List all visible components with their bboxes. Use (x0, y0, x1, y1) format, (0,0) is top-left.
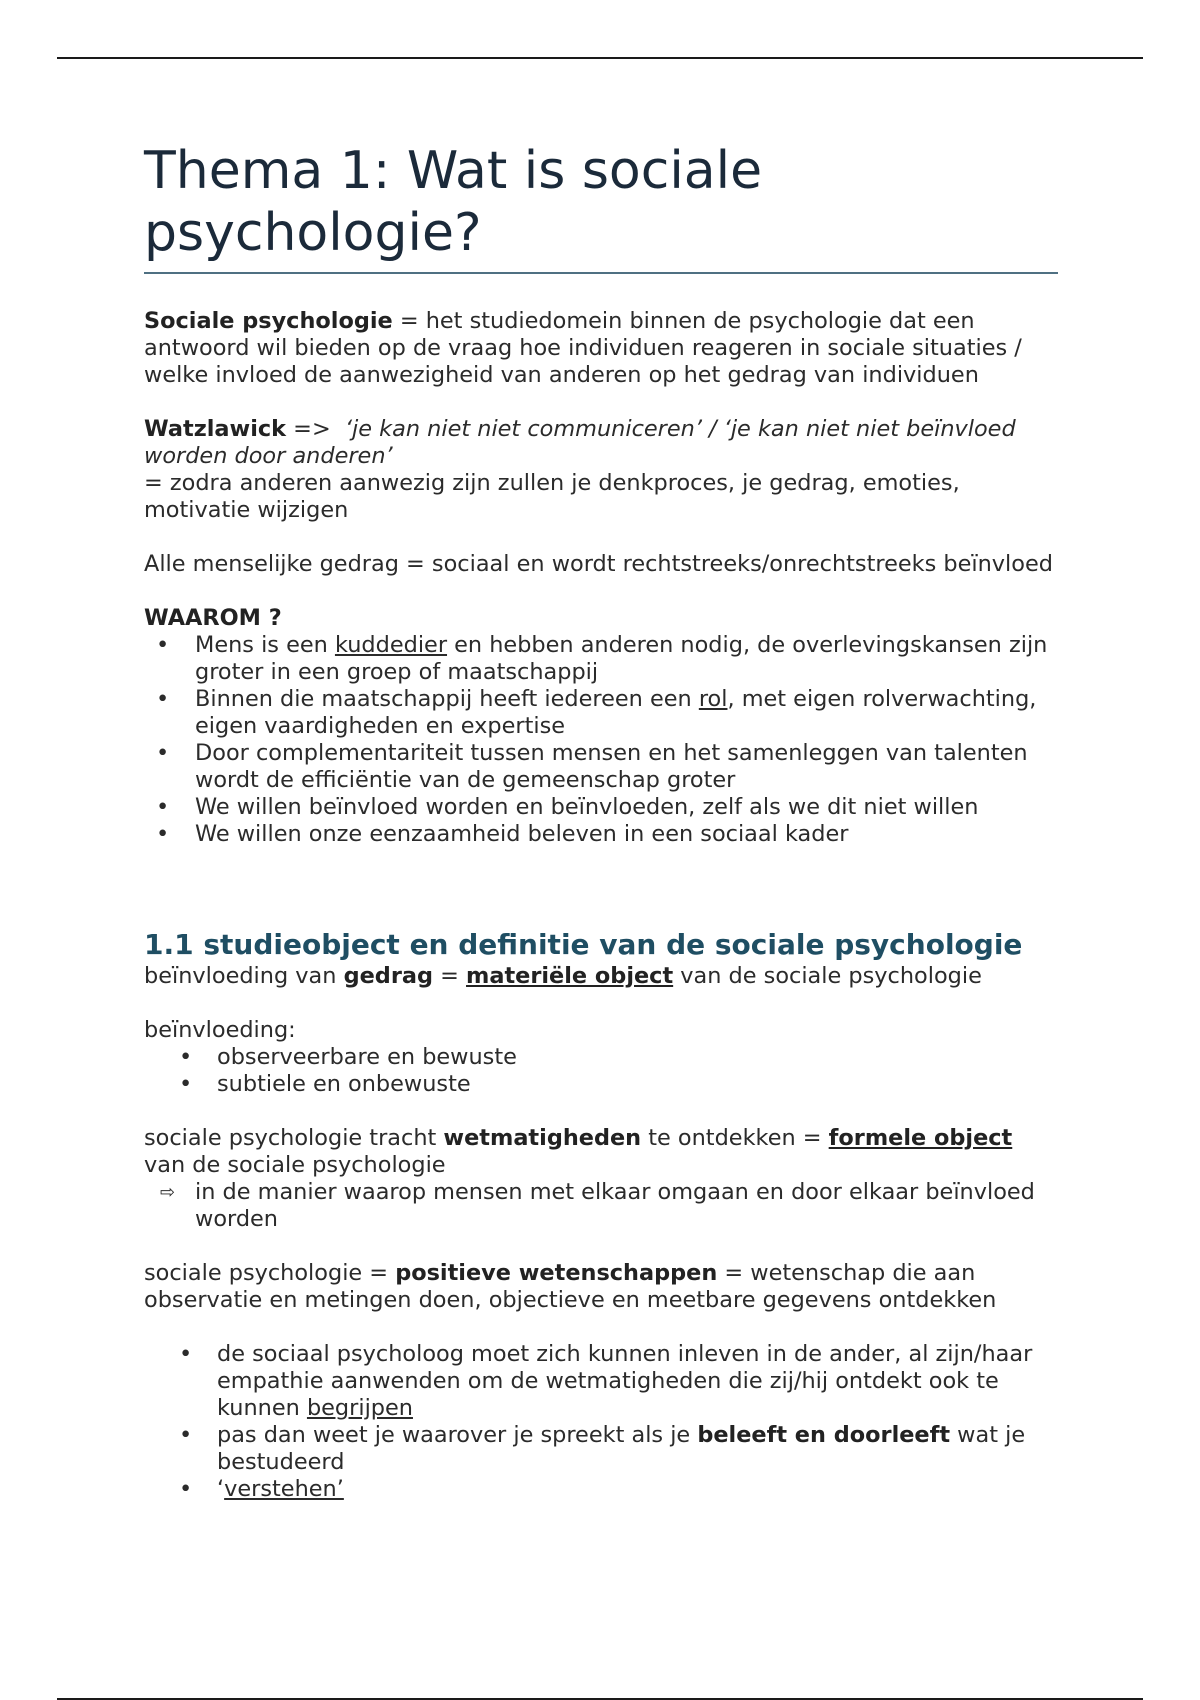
list-item-text: wat je bestudeerd (217, 1422, 1026, 1475)
bold-underline-text: formele object (828, 1125, 1013, 1151)
list-item: • subtiele en onbewuste (144, 1071, 1058, 1098)
list-item (144, 632, 1058, 686)
text: = (433, 963, 467, 989)
influence-list (144, 1044, 1058, 1098)
all-behavior-paragraph: Alle menselijke gedrag = sociaal en wordt rechtstreeks/onrechtstreeks beïnvloed (144, 551, 1053, 577)
list-item-underline: rol (698, 686, 728, 712)
list-item-text: ‘ (217, 1476, 225, 1502)
text: = wetenschap die aan observatie en metingen doen, objectieve en meetbare gegevens ontdekken (144, 1260, 997, 1313)
bold-text: wetmatigheden (443, 1125, 642, 1151)
list-item-underline: begrijpen (306, 1395, 413, 1421)
list-item: • We willen beïnvloed worden en beïnvloeden, zelf als we dit niet willen (144, 794, 1058, 821)
list-item (144, 686, 1058, 740)
section-heading: 1.1 studieobject en definitie van de sociale psychologie (144, 928, 1023, 961)
formal-object-paragraph (144, 1125, 1058, 1179)
list-item-underline: verstehen’ (224, 1476, 344, 1502)
text: beïnvloeding van (144, 963, 344, 989)
document-body (144, 140, 1058, 1503)
formal-arrow-list (144, 1179, 1058, 1233)
bold-text: positieve wetenschappen (395, 1260, 718, 1286)
list-item-text: in de manier waarop mensen met elkaar omgaan en door elkaar beïnvloed worden (195, 1179, 1035, 1232)
list-item-text: , met eigen rolverwachting, eigen vaardigheden en expertise (195, 686, 1037, 739)
positive-science-paragraph (144, 1260, 1058, 1314)
list-item: • observeerbare en bewuste (144, 1044, 1058, 1071)
list-item-text: de sociaal psycholoog moet zich kunnen inleven in de ander, al zijn/haar empathie aanwenden om de wetmatigheden die zij/hij ontdekt ook te kunnen (217, 1341, 1033, 1421)
text: sociale psychologie tracht (144, 1125, 444, 1151)
definition-text: = het studiedomein binnen de psychologie dat een antwoord wil bieden op de vraag hoe individuen reageren in sociale situaties / welke invloed de aanwezigheid van anderen op het gedrag van individuen (144, 308, 1022, 388)
watzlawick-quote: ‘je kan niet niet communiceren’ / ‘je kan niet niet beïnvloed worden door anderen’ (144, 416, 1016, 469)
why-heading (144, 605, 1058, 632)
text: van de sociale psychologie (673, 963, 982, 989)
text: te ontdekken = (641, 1125, 829, 1151)
arrow-right-outline-icon: ⇨ (160, 1182, 176, 1203)
psychologist-list (144, 1341, 1058, 1503)
page-title: Thema 1: Wat is sociale psychologie? (144, 140, 1058, 274)
text: sociale psychologie = (144, 1260, 396, 1286)
watzlawick-explanation: = zodra anderen aanwezig zijn zullen je denkproces, je gedrag, emoties, motivatie wijzigen (144, 470, 960, 523)
list-item-text: pas dan weet je waarover je spreekt als je (217, 1422, 698, 1448)
bold-text: beleeft en doorleeft (697, 1422, 951, 1448)
list-item (144, 1422, 1058, 1476)
top-rule (57, 57, 1143, 59)
list-item (144, 1179, 1058, 1233)
influence-label: beïnvloeding: (144, 1017, 296, 1043)
material-object-paragraph (144, 963, 1058, 990)
watzlawick-name: Watzlawick (144, 416, 287, 442)
why-heading-text: WAAROM ? (144, 605, 282, 631)
list-item: • Door complementariteit tussen mensen en het samenleggen van talenten wordt de efficiëntie van de gemeenschap groter (144, 740, 1058, 794)
why-list (144, 632, 1058, 848)
list-item: • We willen onze eenzaamheid beleven in een sociaal kader (144, 821, 1058, 848)
bold-text: gedrag (343, 963, 434, 989)
text: van de sociale psychologie (144, 1152, 446, 1178)
list-item-underline: kuddedier (334, 632, 448, 658)
watzlawick-paragraph (144, 416, 1058, 524)
list-item (144, 1476, 1058, 1503)
list-item-text: Binnen die maatschappij heeft iedereen een (195, 686, 699, 712)
list-item (144, 1341, 1058, 1422)
list-item-text: Mens is een (195, 632, 335, 658)
definition-term: Sociale psychologie (144, 308, 393, 334)
definition-paragraph (144, 308, 1058, 389)
watzlawick-arrow: => (286, 416, 345, 442)
bold-underline-text: materiële object (466, 963, 674, 989)
list-item-text: en hebben anderen nodig, de overlevingskansen zijn groter in een groep of maatschappij (195, 632, 1048, 685)
